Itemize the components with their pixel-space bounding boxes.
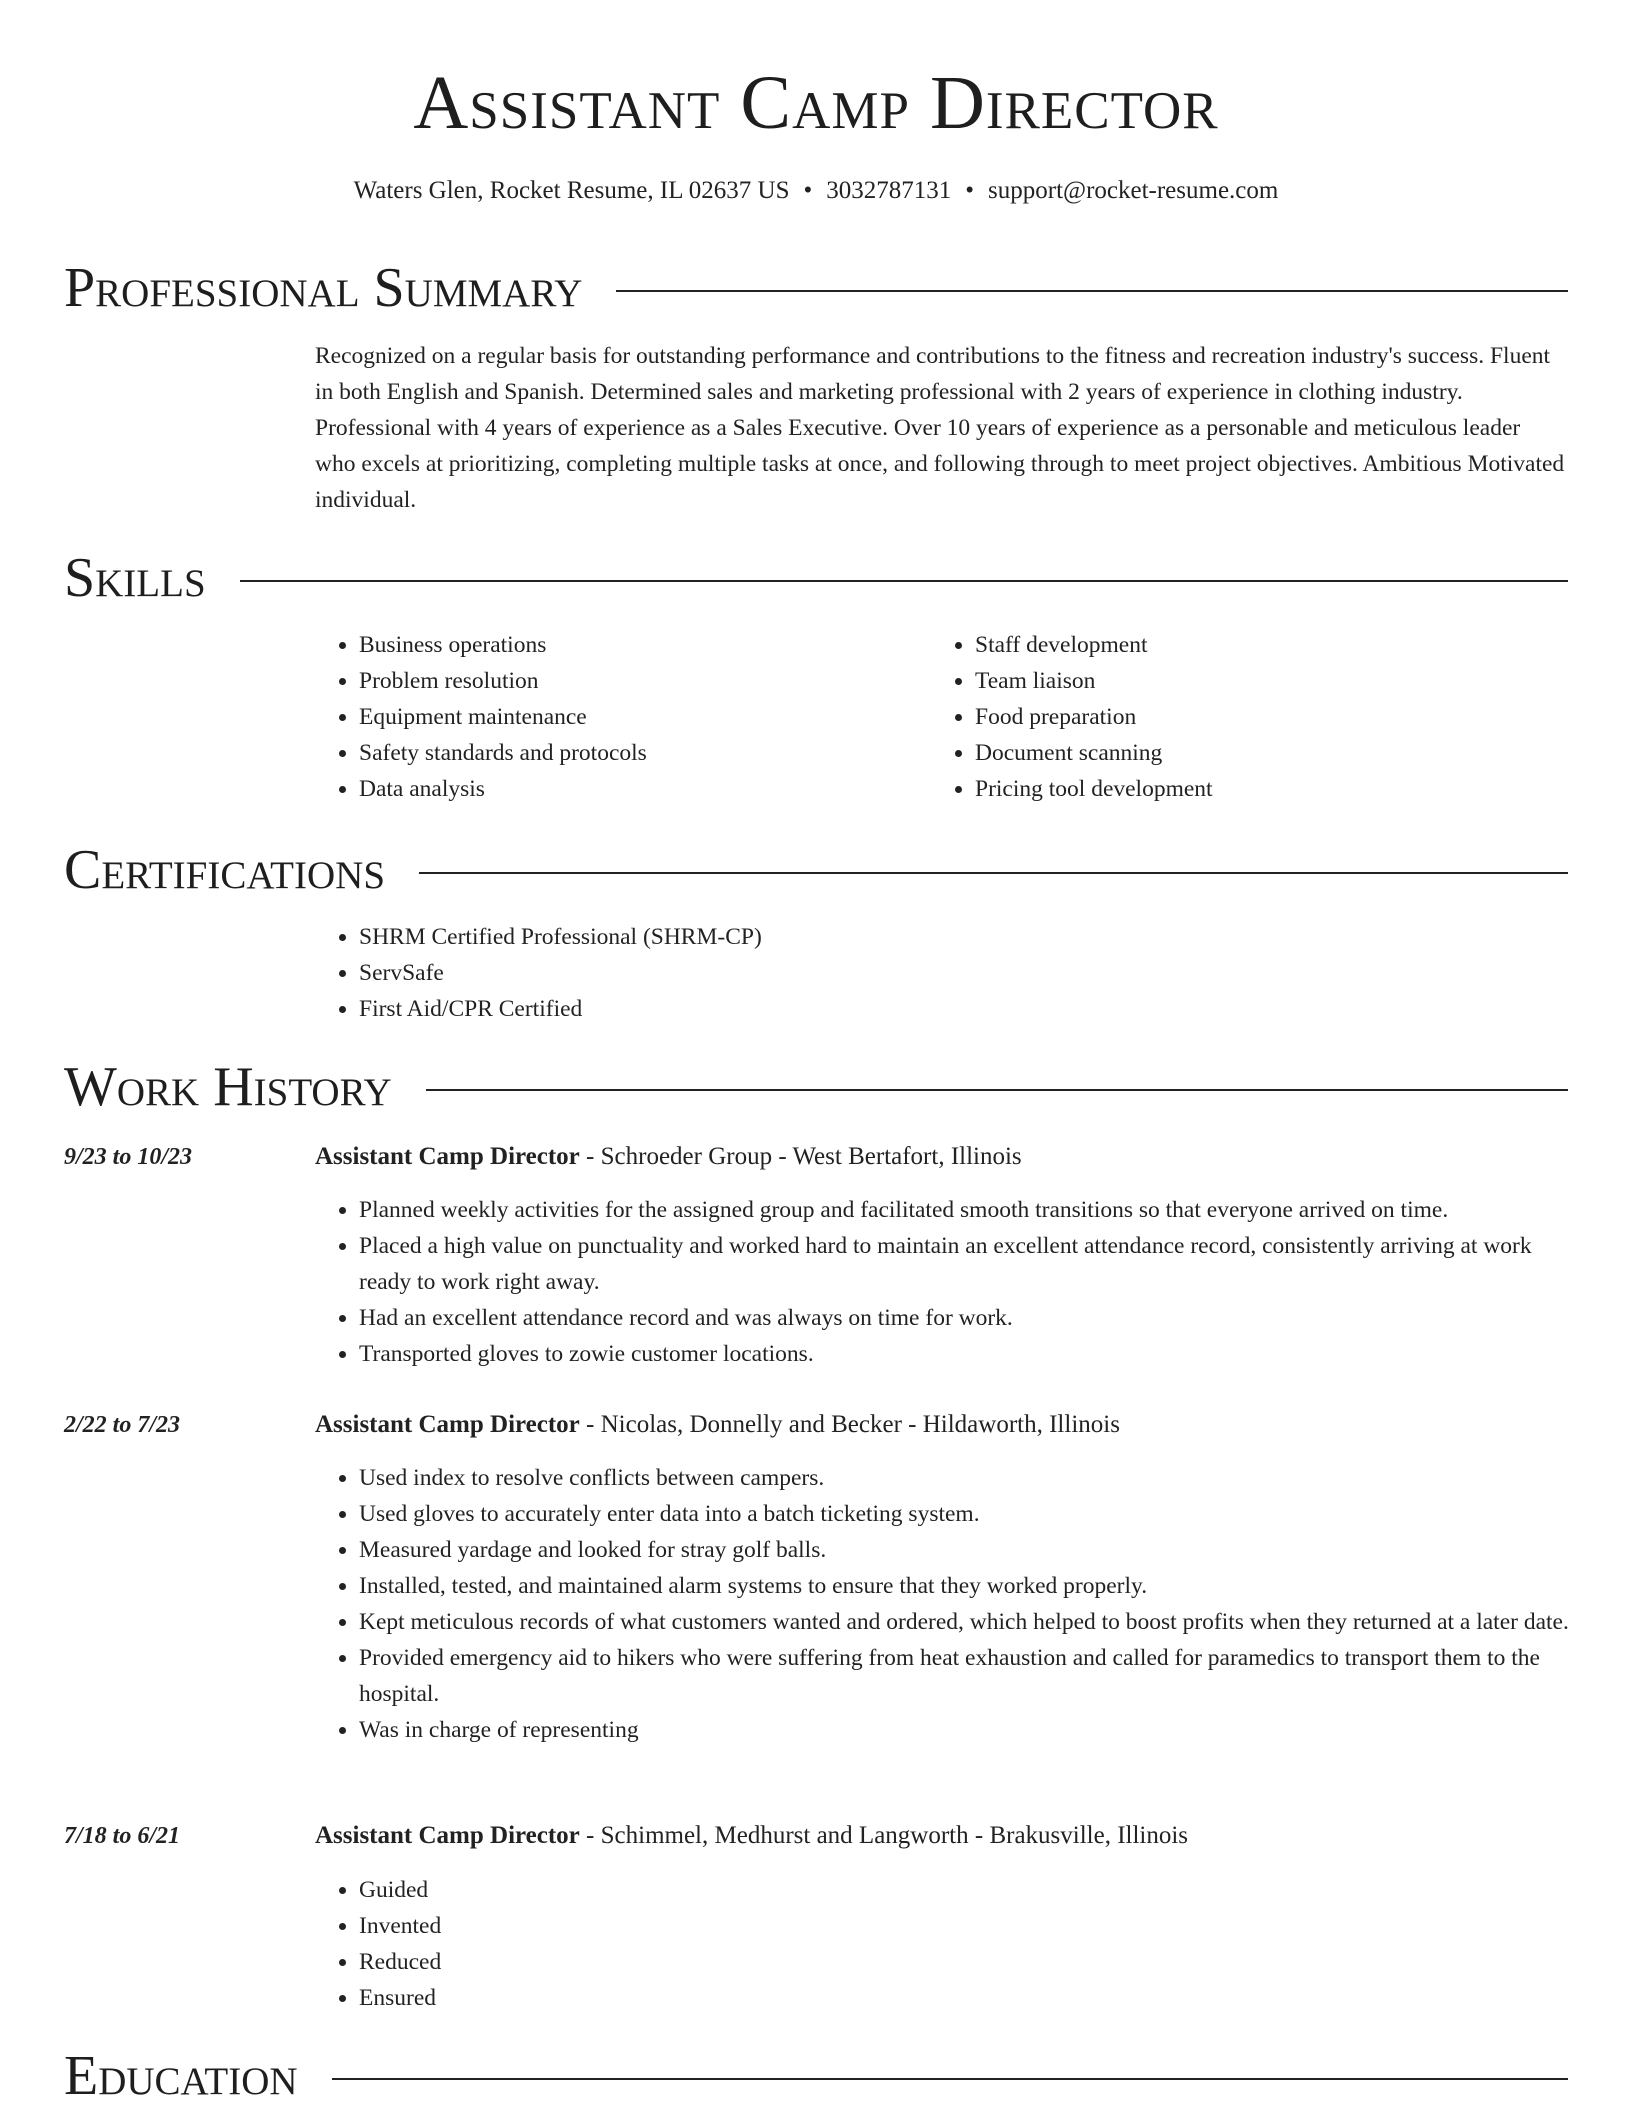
certification-item: • ServSafe: [359, 955, 1559, 991]
job-title: Assistant Camp Director: [315, 1143, 580, 1170]
skill-item: • Pricing tool development: [975, 771, 1535, 807]
job-bullet: • Placed a high value on punctuality and worked hard to maintain an excellent attendance record, consistently arriving at work ready to work right away.: [359, 1228, 1569, 1300]
skill-item: • Problem resolution: [359, 663, 919, 699]
section-title: Work History: [64, 1056, 392, 1118]
section-heading-work-history: [64, 1055, 1568, 1119]
skill-item: • Staff development: [975, 627, 1535, 663]
job-heading: [315, 1407, 1565, 1443]
job-bullet: • Used index to resolve conflicts between campers.: [359, 1460, 1569, 1496]
section-heading-education: [64, 2044, 1568, 2108]
section-heading-skills: [64, 546, 1568, 610]
skill-item: • Safety standards and protocols: [359, 735, 919, 771]
job-bullet: • Kept meticulous records of what customers wanted and ordered, which helped to boost profits when they returned at a later date.: [359, 1604, 1569, 1640]
skill-item: • Food preparation: [975, 699, 1535, 735]
job-bullet: • Transported gloves to zowie customer locations.: [359, 1336, 1569, 1372]
certifications-list: [315, 919, 1559, 1027]
section-title: Professional Summary: [64, 257, 583, 319]
skills-list-left: [315, 627, 919, 807]
job-bullet: • Had an excellent attendance record and was always on time for work.: [359, 1300, 1569, 1336]
section-divider: [240, 580, 1568, 582]
job-employer-location: - Schroeder Group - West Bertafort, Illinois: [579, 1143, 1022, 1170]
section-heading-certifications: [64, 838, 1568, 902]
job-dates: 9/23 to 10/23: [64, 1144, 193, 1170]
summary-text: Recognized on a regular basis for outstanding performance and contributions to the fitness and recreation industry's success. Fluent in both English and Spanish. Determined sales and marketing professional with 2 years of experience in clothing industry. Professional with 4 years of experience as a Sales Executive. Over 10 years of experience as a personable and meticulous leader who excels at prioritizing, completing multiple tasks at once, and following through to meet project objectives. Ambitious Motivated individual.: [315, 343, 1565, 513]
contact-address: Waters Glen, Rocket Resume, IL 02637 US: [353, 177, 790, 204]
skill-item: • Team liaison: [975, 663, 1535, 699]
job-bullet: • Planned weekly activities for the assigned group and facilitated smooth transitions so that everyone arrived on time.: [359, 1192, 1569, 1228]
job-heading: [315, 1818, 1565, 1854]
contact-separator: •: [803, 177, 813, 204]
job-bullet: • Installed, tested, and maintained alarm systems to ensure that they worked properly.: [359, 1568, 1569, 1604]
skill-item: • Data analysis: [359, 771, 919, 807]
contact-email: support@rocket-resume.com: [988, 177, 1279, 204]
job-title: Assistant Camp Director: [315, 1822, 580, 1849]
section-divider: [419, 872, 1568, 874]
skill-item: • Document scanning: [975, 735, 1535, 771]
job-dates: 2/22 to 7/23: [64, 1412, 181, 1438]
certification-item: • SHRM Certified Professional (SHRM-CP): [359, 919, 1559, 955]
section-heading-summary: [64, 256, 1568, 320]
job-employer-location: - Schimmel, Medhurst and Langworth - Brakusville, Illinois: [579, 1822, 1189, 1849]
job-bullet: • Reduced: [359, 1944, 1569, 1980]
contact-line: [0, 175, 1632, 207]
candidate-name: Assistant Camp Director: [413, 61, 1219, 145]
section-divider: [332, 2078, 1568, 2080]
section-divider: [616, 290, 1568, 292]
job-heading: [315, 1139, 1565, 1175]
job-bullet: • Measured yardage and looked for stray golf balls.: [359, 1532, 1569, 1568]
skill-item: • Equipment maintenance: [359, 699, 919, 735]
job-bullet: • Used gloves to accurately enter data into a batch ticketing system.: [359, 1496, 1569, 1532]
skill-item: • Business operations: [359, 627, 919, 663]
contact-phone: 3032787131: [826, 177, 952, 204]
skills-list-right: [931, 627, 1535, 807]
job-dates: 7/18 to 6/21: [64, 1823, 181, 1849]
section-title: Certifications: [64, 839, 386, 901]
certification-item: • First Aid/CPR Certified: [359, 991, 1559, 1027]
job-bullet: • Invented: [359, 1908, 1569, 1944]
job-bullet: • Provided emergency aid to hikers who were suffering from heat exhaustion and called for paramedics to transport them to the hospital.: [359, 1640, 1569, 1712]
contact-separator: •: [965, 177, 975, 204]
job-bullets: [315, 1460, 1569, 1748]
job-employer-location: - Nicolas, Donnelly and Becker - Hildaworth, Illinois: [579, 1411, 1120, 1438]
job-title: Assistant Camp Director: [315, 1411, 580, 1438]
section-divider: [426, 1089, 1568, 1091]
job-bullets: [315, 1192, 1569, 1372]
section-title: Education: [64, 2045, 298, 2107]
job-bullet: • Ensured: [359, 1980, 1569, 2016]
job-bullet: • Was in charge of representing: [359, 1712, 1569, 1748]
section-title: Skills: [64, 547, 206, 609]
job-bullet: • Guided: [359, 1872, 1569, 1908]
job-bullets: [315, 1872, 1569, 2016]
